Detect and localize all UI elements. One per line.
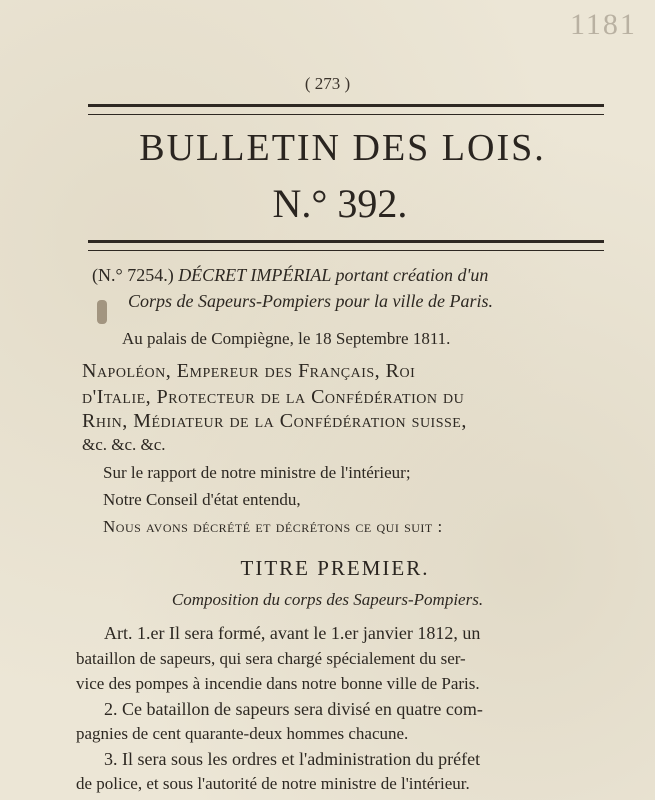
bottom-double-rule [88, 240, 604, 251]
page-number: ( 273 ) [304, 74, 351, 93]
titre-heading: TITRE PREMIER. [240, 556, 430, 580]
place-and-date: Au palais de Compiègne, le 18 Septembre 1811. [122, 329, 451, 348]
decree-title-line1: DÉCRET IMPÉRIAL portant création d'un [178, 265, 489, 285]
recital-1: Sur le rapport de notre ministre de l'intérieur; [103, 463, 411, 482]
decree-title-line2: Corps de Sapeurs-Pompiers pour la ville de Paris. [128, 291, 493, 311]
preamble-line-2: d'Italie, Protecteur de la Confédération du [82, 386, 465, 408]
decree-number: (N.° 7254.) [92, 265, 174, 285]
bulletin-title: BULLETIN DES LOIS. [139, 127, 546, 169]
top-double-rule [88, 104, 604, 115]
recital-2: Notre Conseil d'état entendu, [103, 490, 301, 509]
article-3-line-1: 3. Il sera sous les ordres et l'administration du préfet [104, 749, 481, 769]
article-1-line-3: vice des pompes à incendie dans notre bonne ville de Paris. [76, 674, 480, 693]
ink-stain [97, 300, 107, 324]
decree-heading-line1 [92, 265, 488, 286]
article-2-line-1: 2. Ce bataillon de sapeurs sera divisé en quatre com- [104, 699, 483, 719]
article-1-line-2: bataillon de sapeurs, qui sera chargé spécialement du ser- [76, 649, 466, 668]
handwritten-page-note: 1181 [570, 8, 637, 41]
article-1-line-1: Art. 1.er Il sera formé, avant le 1.er janvier 1812, un [104, 623, 481, 643]
preamble-line-3: Rhin, Médiateur de la Confédération suisse, [82, 410, 467, 432]
preamble-line-1: Napoléon, Empereur des Français, Roi [82, 360, 416, 382]
article-2-line-2: pagnies de cent quarante-deux hommes chacune. [76, 724, 409, 743]
bulletin-number: N.° 392. [272, 181, 408, 226]
titre-subtitle: Composition du corps des Sapeurs-Pompiers. [171, 590, 484, 609]
recital-3: Nous avons décrété et décrétons ce qui suit : [103, 517, 443, 536]
article-3-line-2: de police, et sous l'autorité de notre ministre de l'intérieur. [76, 774, 470, 793]
preamble-line-4: &c. &c. &c. [82, 435, 166, 454]
